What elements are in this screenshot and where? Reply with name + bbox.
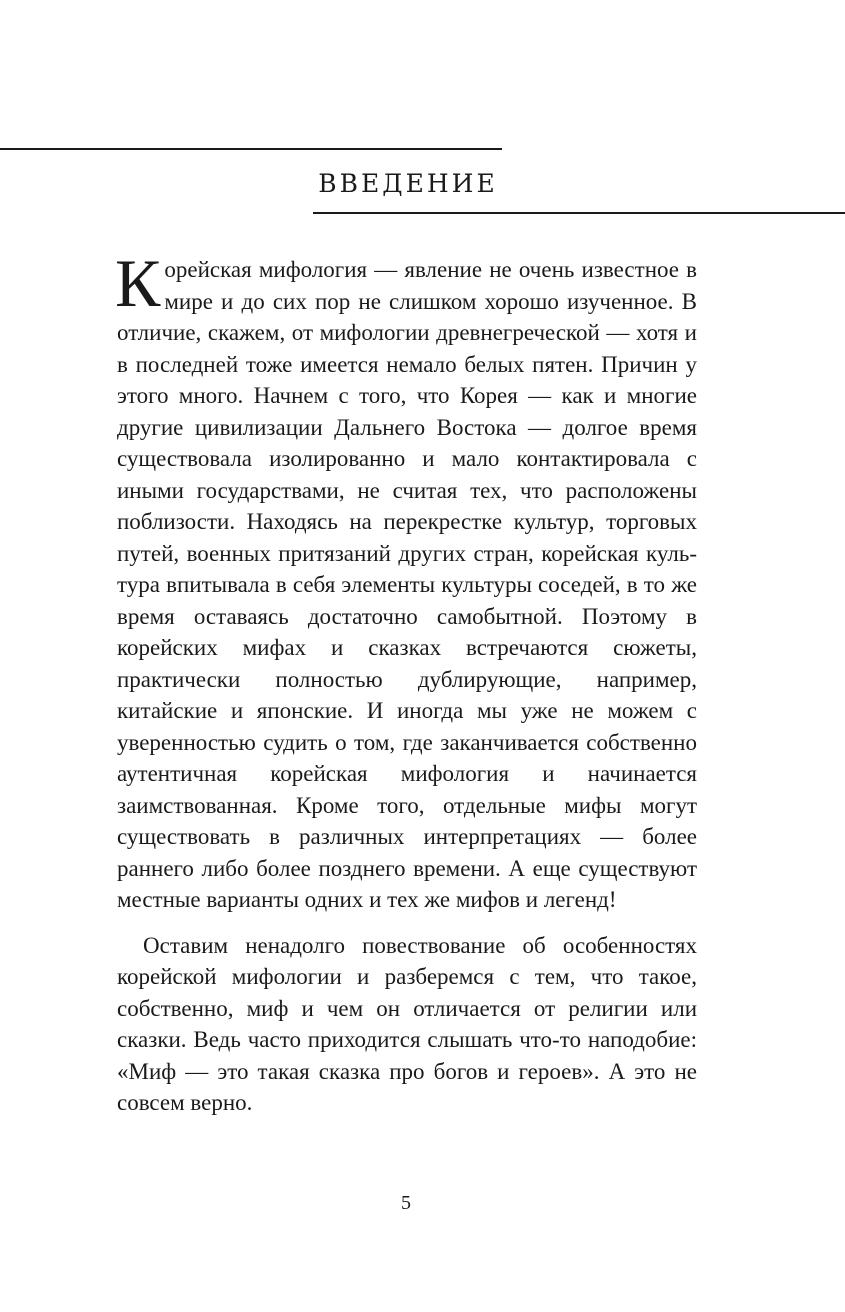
paragraph-2: Оставим ненадолго повествование об особенностях корейской мифологии и разберемся с тем, что такое, собственно, миф и чем он отличается от религии или сказки. Ведь часто приходится слышать что-то наподобие: «Миф — это такая сказка про богов и героев». А это не совсем верно. [117,932,697,1115]
paragraph-1 [115,245,697,916]
paragraph-1-text: орейская мифология — явление не очень известное в мире и до сих пор не слишком хорошо изученное. В отличие, скажем, от мифологии древнегреческой — хотя и в последней тоже имеется немало белых пятен. Причин у этого много. Начнем с того, что Корея — как и многие другие цивилизации Дальнего Востока — долгое время существовала изолированно и мало контактировала с иными государствами, не считая тех, что расположены поблизости. Находясь на перекрестке культур, торговых путей, военных притязаний других стран, корейская культура впитывала в себя элементы культуры соседей, в то же время оставаясь достаточно самобытной. Поэтому в корейских мифах и сказках встречаются сюжеты, практически полностью дублирующие, например, китайские и японские. И иногда мы уже не можем с уверенностью судить о том, где заканчивается собственно аутентичная корейская мифология и начинается заимствованная. Кроме того, отдельные мифы могут существовать в различных интерпретациях — более раннего либо более позднего времени. А еще существуют местные варианты одних и тех же мифов и легенд! [117,257,697,912]
chapter-title: ВВЕДЕНИЕ [318,169,498,198]
page-number: 5 [401,1192,411,1214]
header-rule-top [0,148,502,150]
drop-cap: К [115,245,161,321]
body-text [115,245,697,1119]
header-rule-bottom [313,212,845,214]
